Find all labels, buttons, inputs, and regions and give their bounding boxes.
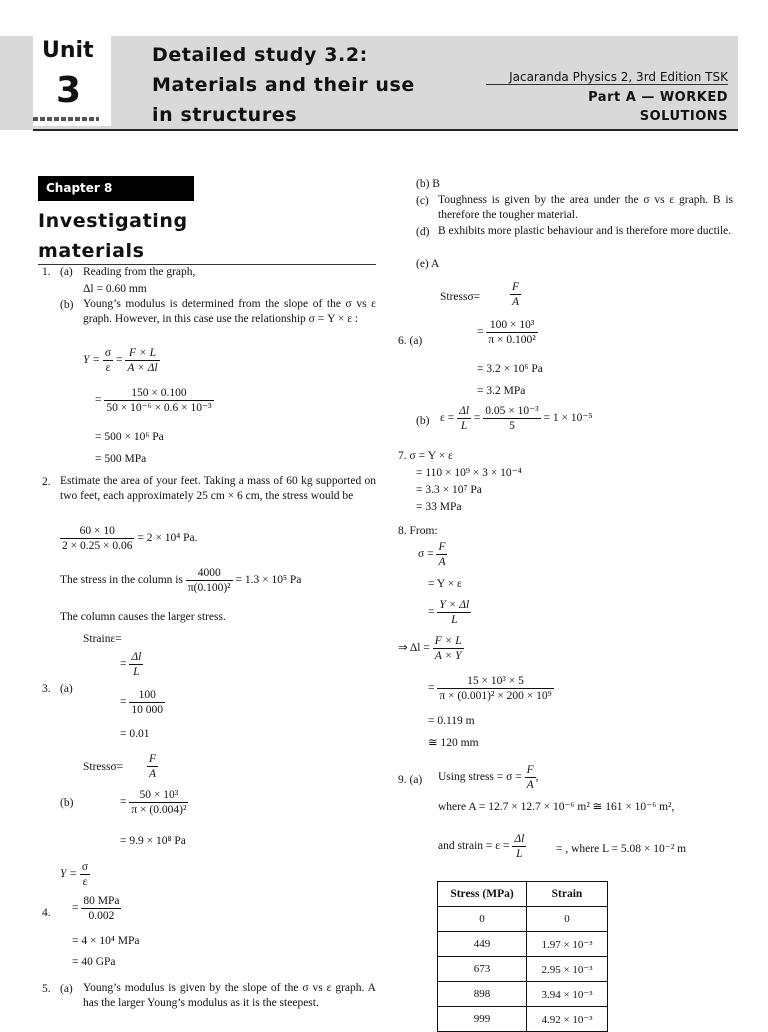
q7-line-1: 7. σ = Y × ε [398,450,453,462]
q1-numeric-fraction: = $\frac{150 \times 0.100}{\text{50 × 10⁻⁶ × 0.6 × 10⁻³}}$ [95,387,212,414]
q9-eps: ε = [495,840,510,853]
q6b-denominator: 5 [509,420,515,432]
q2-feet-equation [60,524,197,553]
q6-fraction [486,318,537,347]
q1a-label: (a) [60,266,73,278]
q3-stress-label: Stressσ= [83,761,124,773]
q9-F: F [526,764,534,776]
q9-where-text: where A = 12.7 × 12.7 × 10⁻⁶ m² ≅ 161 × 10⁻⁶ m², [438,801,675,813]
q3-numeric-fraction [129,688,165,717]
q2-column-result: = 1.3 × 10⁵ Pa [235,574,302,587]
q8-YDl-over-L: = $\frac{Y \times \Delta l}{L}$ [428,599,470,626]
q3-strain-label: Strainε= [83,633,122,645]
q9-strain: and strain = [438,840,493,853]
part-label [588,88,728,126]
q9-F-over-A [525,763,536,792]
q3-strain-numeric: = $\frac{100}{10 000}$ [120,689,163,716]
title-line-3: in structures [152,104,298,126]
q5c-label: (c) [416,195,429,207]
q1a-text: Reading from the graph, [83,266,196,278]
q2-column-denominator: π(0.100)² [187,582,231,594]
q6-A: A [512,296,520,308]
header-rule [486,84,728,85]
table-header-row [438,882,608,907]
q9-dl-over-L [512,832,526,861]
q5a-label: (a) [60,983,73,995]
q1-result-2: = 500 MPa [95,453,147,465]
q6b-result: = 1 × 10⁻⁵ [543,412,593,425]
q1-equals: = [115,354,123,367]
q3-L: L [133,666,140,678]
q6b-numerator: 0.05 × 10⁻³ [485,405,539,417]
q1-fraction-numerator: 150 × 0.100 [104,386,213,401]
unit-dots-decoration [33,117,99,121]
q4-sigma: σ [81,861,89,873]
q1-FL-over-ADl [125,346,159,375]
section-title-line-1: Investigating [38,210,188,232]
page-title [152,40,415,130]
q9-strain-equation [438,832,526,861]
q3b-label: (b) [60,797,74,809]
table-cell-strain: 3.94 × 10⁻³ [527,982,608,1007]
q4-sig-over-eps [80,860,90,889]
q6b-dl: Δl [459,405,470,417]
q6b-label: (b) [416,415,430,427]
q9-L: L [516,848,523,860]
q5-number: 5. [42,983,51,995]
q3-stress-F-over-A [147,752,158,781]
q2-column-text: The stress in the column is [60,574,183,587]
table-row [438,932,608,957]
q8-AY: A × Y [434,650,462,662]
table-cell-strain: 2.95 × 10⁻³ [527,957,608,982]
table-header-stress: Stress (MPa) [438,882,527,907]
table-cell-stress: 673 [438,957,527,982]
q1-fraction [104,386,213,415]
title-line-2: Materials and their use [152,74,415,96]
q6-fraction-denominator: π × 0.100² [488,334,536,346]
q9-sigma: σ = [506,771,522,784]
q8-numeric-fraction [437,674,553,703]
table-row [438,982,608,1007]
q2-text: Estimate the area of your feet. Taking a mass of 60 kg supported on two feet, each approximately 25 cm × 6 cm, the stress would be [60,475,376,502]
table-row [438,907,608,932]
q6b-dl-over-L [457,404,471,433]
q1a-value: Δl = 0.60 mm [83,283,147,295]
q8-FL: F × L [434,635,462,647]
q9-stress-equation: Using stress = σ = $\frac{F}{A}$ , [438,764,539,791]
q4-numeric: = $\frac{\text{80 MPa}}{0.002}$ [72,895,120,922]
section-title-line-2: materials [38,240,145,262]
table-header-strain: Strain [527,882,608,907]
q3-dl-fraction [129,650,143,679]
q4-fraction-denominator: 0.002 [88,910,115,922]
q7-line-3: = 3.3 × 10⁷ Pa [416,484,482,496]
q1b-label: (b) [60,299,74,311]
q8-YDl: Y × Δl [439,599,470,611]
q6-F-over-A [510,280,521,309]
q5a-text: Young’s modulus is given by the slope of the σ vs ε graph. A has the larger Young’s modulus as it is the steepest. [83,982,376,1009]
title-line-1: Detailed study 3.2: [152,44,368,66]
chapter-label: Chapter 8 [38,176,194,201]
q6-fraction-numerator: 100 × 10³ [486,318,537,333]
q3-A: A [149,768,157,780]
q8-YDl-fraction [437,598,471,627]
table-cell-stress: 898 [438,982,527,1007]
q3-F-over-A [147,752,158,781]
q6-F-over-A-fraction [510,280,521,309]
q1-FL: F × L [125,346,159,361]
table-cell-stress: 449 [438,932,527,957]
q2-column-equation [60,566,301,595]
q3-stress-numeric: = $\frac{\text{50 × 10³}}{\text{π × (0.004)²}}$ [120,789,187,816]
q8-sigma: σ = [418,548,434,561]
q5b-answer: (b) B [416,178,440,190]
q8-implies: ⇒ Δl = [398,642,430,655]
q2-column-fraction [186,566,233,595]
q3-stress-result: = 9.9 × 10⁸ Pa [120,835,186,847]
q8-F: F [438,541,446,553]
q2-fraction [60,524,134,553]
q8-denominator: π × (0.001)² × 200 × 10⁹ [439,690,552,702]
q8-from: 8. From: [398,525,438,537]
q1-young-equation [83,346,160,375]
q8-A: A [438,556,446,568]
q3-dl: Δl [131,651,142,663]
q6b-numeric-fraction [483,404,540,433]
q4-eps: ε [82,876,88,888]
q6-result-2: = 3.2 MPa [477,385,526,397]
q3-stress-numerator: 50 × 10³ [129,788,188,803]
table-row [438,1007,608,1032]
q3-stress-denominator: π × (0.004)² [131,804,187,816]
q6-result-1: = 3.2 × 10⁶ Pa [477,363,543,375]
q3a-label: (a) [60,683,73,695]
q1-fraction-denominator: 50 × 10⁻⁶ × 0.6 × 10⁻³ [106,402,212,414]
q8-result-1: = 0.119 m [428,715,475,727]
table-cell-strain: 4.92 × 10⁻³ [527,1007,608,1032]
q8-Y-eps: = Y × ε [428,578,462,590]
q6-F: F [512,281,520,293]
q6b-eps: ε = [440,412,455,425]
table-cell-stress: 999 [438,1007,527,1032]
part-line-1: Part A — WORKED [588,90,728,105]
unit-number: 3 [56,70,82,111]
q8-sigma-equation [418,540,447,569]
q5c-text: Toughness is given by the area under the σ vs ε graph. B is therefore the tougher material. [438,194,733,221]
q1-sigma: σ [104,347,112,359]
q4-fraction-numerator: 80 MPa [83,895,120,907]
table-cell-strain: 1.97 × 10⁻³ [527,932,608,957]
header-bottom-rule [33,129,738,131]
q4-result-1: = 4 × 10⁴ MPa [72,935,140,947]
q2-number: 2. [42,476,51,488]
q5d-label: (d) [416,226,430,238]
q9-text: Using stress = [438,771,504,784]
q2-fraction-numerator: 60 × 10 [60,524,134,539]
q9-A: A [526,779,534,791]
q1-sigma-over-eps [103,346,113,375]
q4-young-equation [60,860,90,889]
q3-100: 100 [129,688,165,703]
q2-fraction-denominator: 2 × 0.25 × 0.06 [62,540,133,552]
q9-dl: Δl [514,833,525,845]
q4-fraction [81,894,121,923]
q8-result-2: ≅ 120 mm [428,737,479,749]
q2-conclusion: The column causes the larger stress. [60,611,226,623]
unit-label: Unit [42,38,94,63]
book-title: Jacaranda Physics 2, 3rd Edition TSK [509,70,728,84]
q8-F-over-A [436,540,447,569]
q3-stress-fraction [129,788,188,817]
q6b-equation: ε = $\frac{\Delta l}{L}$ = $\frac{\text{0.05 × 10⁻³}}{5}$ = 1 × 10⁻⁵ [440,405,593,432]
q3-strain-result: = 0.01 [120,728,150,740]
q2-result: = 2 × 10⁴ Pa. [137,532,198,545]
q3-F: F [149,753,157,765]
part-line-2: SOLUTIONS [639,109,728,124]
q9-strain-tail: = , where L = 5.08 × 10⁻² m [556,843,687,855]
q6-numeric: = $\frac{\text{100 × 10³}}{\text{π × 0.100²}}$ [477,319,536,346]
q5d-text: B exhibits more plastic behaviour and is therefore more ductile. [438,225,732,237]
q8-dl-equation [398,634,464,663]
q4-number: 4. [42,907,51,919]
q6-stress-label: Stressσ= [440,291,481,303]
q8-numerator: 15 × 10³ × 5 [437,674,553,689]
q5e-answer: (e) A [416,258,440,270]
q3-number: 3. [42,683,51,695]
q1-Y: Y = [83,354,101,367]
stress-strain-table [437,881,608,1032]
q1-number: 1. [42,266,51,278]
q1b-text: Young’s modulus is determined from the slope of the σ vs ε graph. However, in this case use the relationship σ = Y × ε : [83,298,376,325]
q2-column-numerator: 4000 [186,566,233,581]
section-title [38,206,188,266]
q3-strain-dl-over-L: = $\frac{\Delta l}{L}$ [120,651,142,678]
q1-eps: ε [105,362,111,374]
q6a-label: 6. (a) [398,335,423,347]
q8-numeric: = $\frac{\text{15 × 10³ × 5}}{\text{π × (0.001)² × 200 × 10⁹}}$ [428,675,552,702]
q8-FL-over-AY [433,634,464,663]
table-cell-strain: 0 [527,907,608,932]
q8-L: L [451,614,458,626]
q1-ADl: A × Δl [127,362,158,374]
q7-line-4: = 33 MPa [416,501,462,513]
q4-Y: Y = [60,868,78,881]
q3-10000: 10 000 [131,704,163,716]
q1-result-1: = 500 × 10⁶ Pa [95,431,164,443]
q9a-label: 9. (a) [398,774,423,786]
q6b-L: L [460,420,468,432]
table-row [438,957,608,982]
q7-line-2: = 110 × 10⁹ × 3 × 10⁻⁴ [416,467,522,479]
table-cell-stress: 0 [438,907,527,932]
q4-result-2: = 40 GPa [72,956,116,968]
